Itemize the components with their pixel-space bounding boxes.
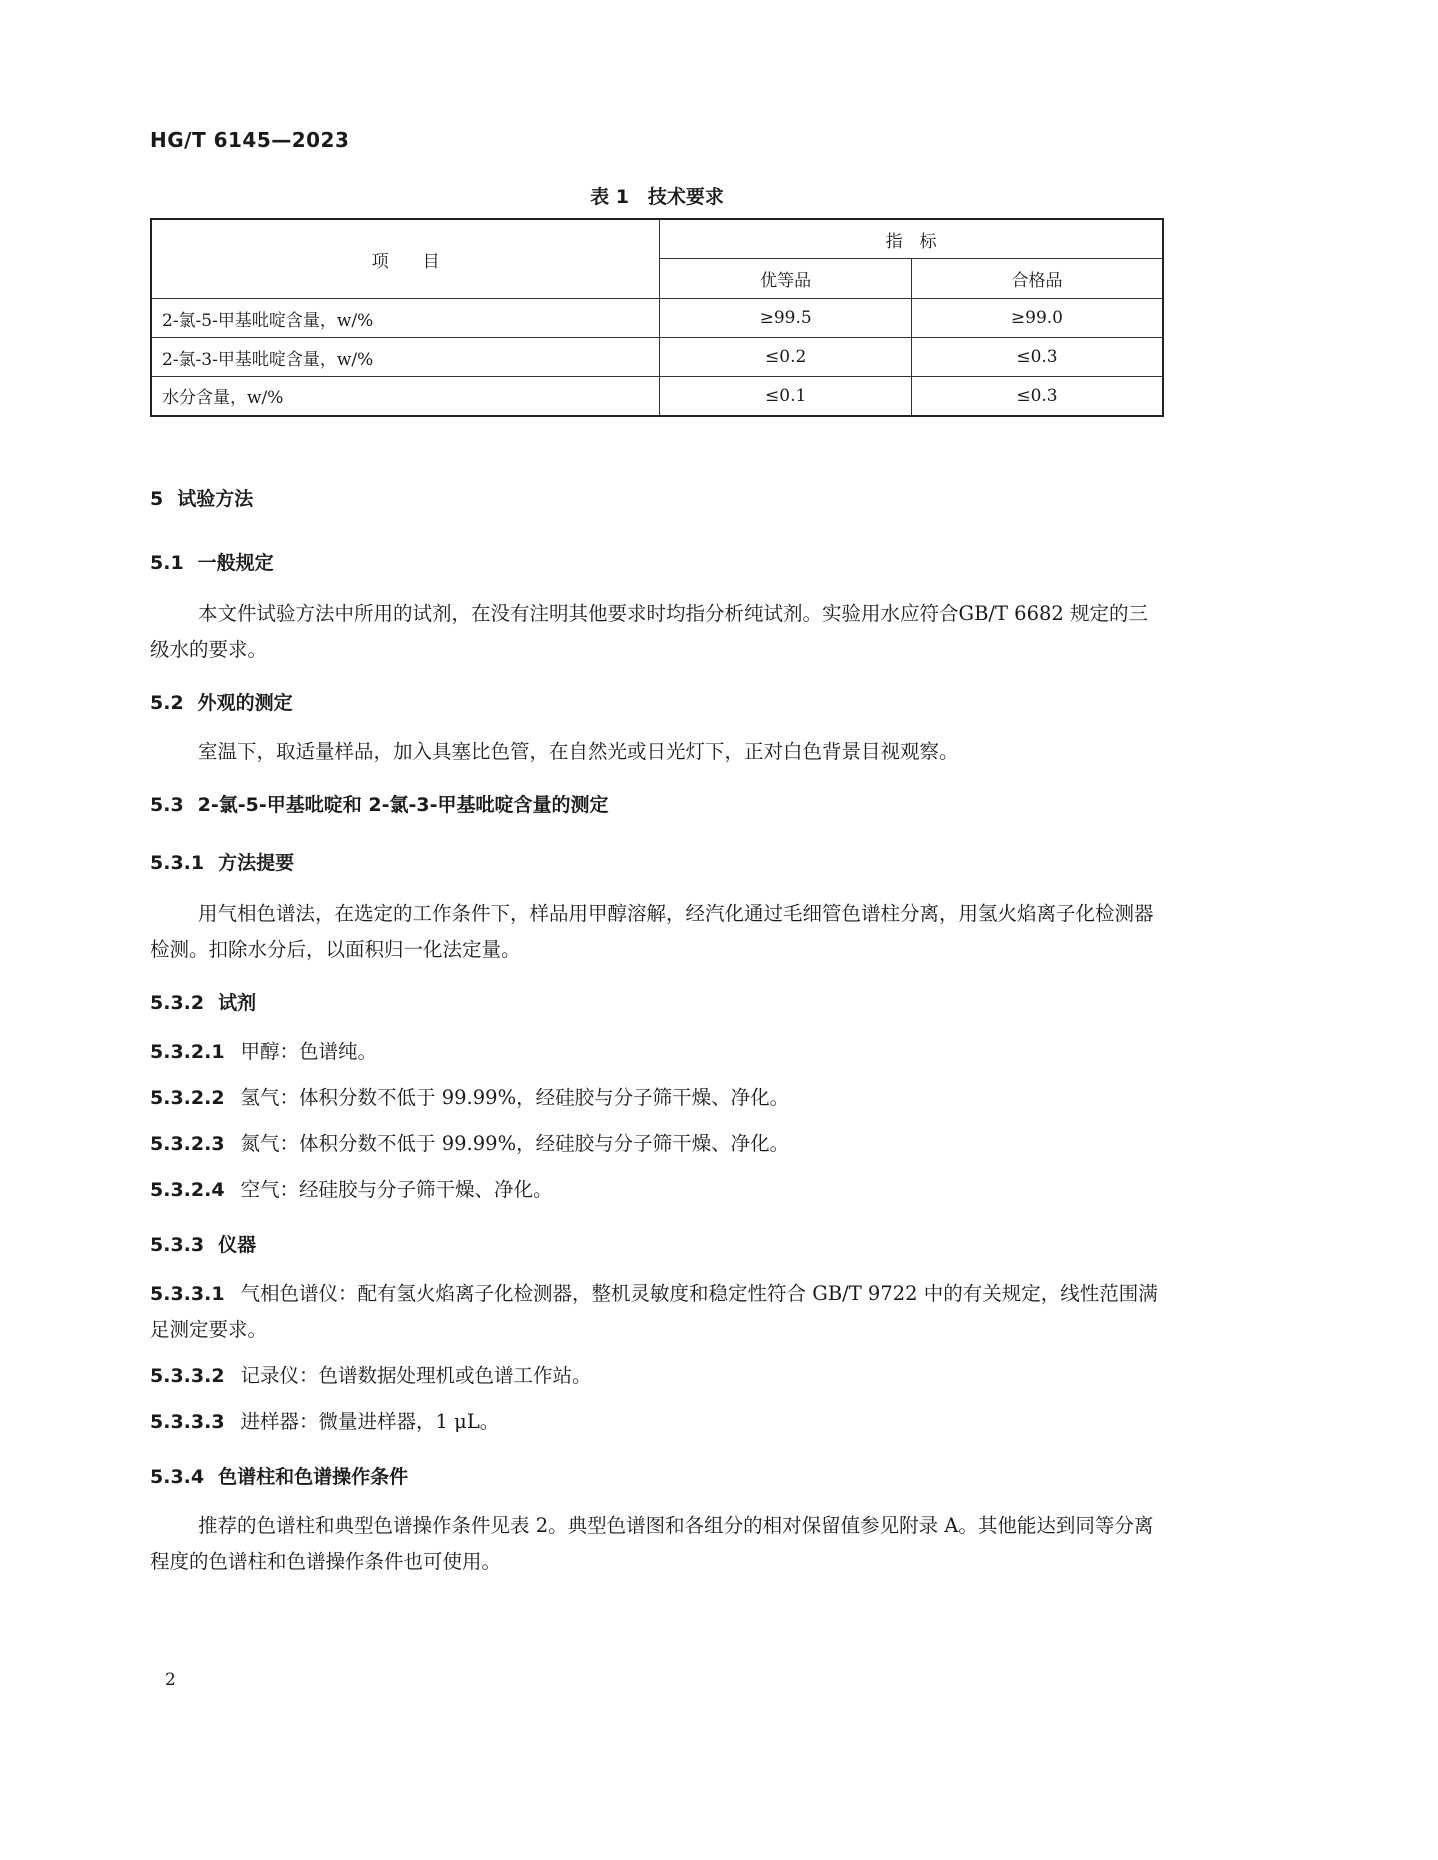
row-grade-qualified: ≤0.3 bbox=[911, 377, 1163, 416]
clause-5-3-2-2 bbox=[150, 1080, 1164, 1116]
header-index: 指 标 bbox=[660, 219, 1163, 259]
clause-number: 5.3.2.1 bbox=[150, 1041, 225, 1063]
clause-text: 空气：经硅胶与分子筛干燥、净化。 bbox=[240, 1178, 553, 1201]
clause-5-3-3-2 bbox=[150, 1358, 1164, 1394]
table-row bbox=[151, 377, 1163, 416]
section-5-3-heading bbox=[150, 790, 608, 817]
section-title: 色谱柱和色谱操作条件 bbox=[218, 1466, 409, 1488]
document-code: HG/T 6145—2023 bbox=[150, 128, 350, 152]
clause-number: 5.3.3.3 bbox=[150, 1411, 225, 1433]
section-5-2-heading bbox=[150, 688, 293, 715]
clause-text: 气相色谱仪：配有氢火焰离子化检测器，整机灵敏度和稳定性符合 GB/T 9722 中的有关规定，线性范围满足测定要求。 bbox=[150, 1282, 1158, 1341]
section-5-3-1-heading bbox=[150, 848, 294, 875]
table-row bbox=[151, 338, 1163, 377]
section-5-3-2-heading bbox=[150, 988, 256, 1015]
header-item: 项 目 bbox=[151, 219, 660, 299]
section-title: 仪器 bbox=[218, 1234, 257, 1256]
row-grade-superior: ≤0.2 bbox=[660, 338, 912, 377]
clause-text: 进样器：微量进样器，1 μL。 bbox=[240, 1410, 500, 1433]
section-number: 5.3.2 bbox=[150, 992, 205, 1014]
clause-number: 5.3.2.3 bbox=[150, 1133, 225, 1155]
row-grade-superior: ≤0.1 bbox=[660, 377, 912, 416]
section-title: 试验方法 bbox=[177, 488, 254, 510]
clause-text: 记录仪：色谱数据处理机或色谱工作站。 bbox=[240, 1364, 592, 1387]
section-number: 5.1 bbox=[150, 552, 184, 574]
clause-number: 5.3.2.4 bbox=[150, 1179, 225, 1201]
clause-text: 氮气：体积分数不低于 99.99%，经硅胶与分子筛干燥、净化。 bbox=[240, 1132, 790, 1155]
section-title: 试剂 bbox=[218, 992, 257, 1014]
table-row bbox=[151, 299, 1163, 338]
section-title: 一般规定 bbox=[197, 552, 274, 574]
section-5-3-4-text: 推荐的色谱柱和典型色谱操作条件见表 2。典型色谱图和各组分的相对保留值参见附录 A。其他能达到同等分离程度的色谱柱和色谱操作条件也可使用。 bbox=[150, 1514, 1154, 1573]
section-number: 5.2 bbox=[150, 692, 184, 714]
row-grade-qualified: ≤0.3 bbox=[911, 338, 1163, 377]
row-item: 水分含量，w/% bbox=[151, 377, 660, 416]
clause-number: 5.3.2.2 bbox=[150, 1087, 225, 1109]
section-number: 5.3 bbox=[150, 794, 184, 816]
table-header-row bbox=[151, 219, 1163, 259]
table-caption: 表 1 技术要求 bbox=[590, 186, 724, 208]
section-number: 5 bbox=[150, 488, 164, 510]
row-item: 2-氯-3-甲基吡啶含量，w/% bbox=[151, 338, 660, 377]
row-grade-superior: ≥99.5 bbox=[660, 299, 912, 338]
header-grade-qualified: 合格品 bbox=[911, 259, 1163, 299]
clause-5-3-2-4 bbox=[150, 1172, 1164, 1208]
section-5-2-text: 室温下，取适量样品，加入具塞比色管，在自然光或日光灯下，正对白色背景目视观察。 bbox=[198, 740, 959, 763]
section-5-3-4-heading bbox=[150, 1462, 408, 1489]
page-number: 2 bbox=[165, 1670, 176, 1690]
clause-number: 5.3.3.1 bbox=[150, 1283, 225, 1305]
section-title: 2-氯-5-甲基吡啶和 2-氯-3-甲基吡啶含量的测定 bbox=[197, 794, 609, 816]
clause-number: 5.3.3.2 bbox=[150, 1365, 225, 1387]
section-5-heading bbox=[150, 484, 253, 511]
section-5-1-text: 本文件试验方法中所用的试剂，在没有注明其他要求时均指分析纯试剂。实验用水应符合GB/T 6682 规定的三级水的要求。 bbox=[150, 602, 1149, 661]
clause-text: 甲醇：色谱纯。 bbox=[240, 1040, 378, 1063]
section-title: 外观的测定 bbox=[197, 692, 293, 714]
technical-requirements-table bbox=[150, 218, 1164, 417]
header-grade-superior: 优等品 bbox=[660, 259, 912, 299]
section-title: 方法提要 bbox=[218, 852, 295, 874]
section-number: 5.3.1 bbox=[150, 852, 205, 874]
clause-5-3-2-1 bbox=[150, 1034, 1164, 1070]
section-5-3-1-text: 用气相色谱法，在选定的工作条件下，样品用甲醇溶解，经汽化通过毛细管色谱柱分离，用氢火焰离子化检测器检测。扣除水分后，以面积归一化法定量。 bbox=[150, 902, 1154, 961]
section-5-1-heading bbox=[150, 548, 274, 575]
clause-text: 氢气：体积分数不低于 99.99%，经硅胶与分子筛干燥、净化。 bbox=[240, 1086, 790, 1109]
section-number: 5.3.3 bbox=[150, 1234, 205, 1256]
clause-5-3-3-3 bbox=[150, 1404, 1164, 1440]
row-grade-qualified: ≥99.0 bbox=[911, 299, 1163, 338]
row-item: 2-氯-5-甲基吡啶含量，w/% bbox=[151, 299, 660, 338]
clause-5-3-2-3 bbox=[150, 1126, 1164, 1162]
section-5-3-3-heading bbox=[150, 1230, 256, 1257]
clause-5-3-3-1 bbox=[150, 1276, 1164, 1348]
section-number: 5.3.4 bbox=[150, 1466, 205, 1488]
